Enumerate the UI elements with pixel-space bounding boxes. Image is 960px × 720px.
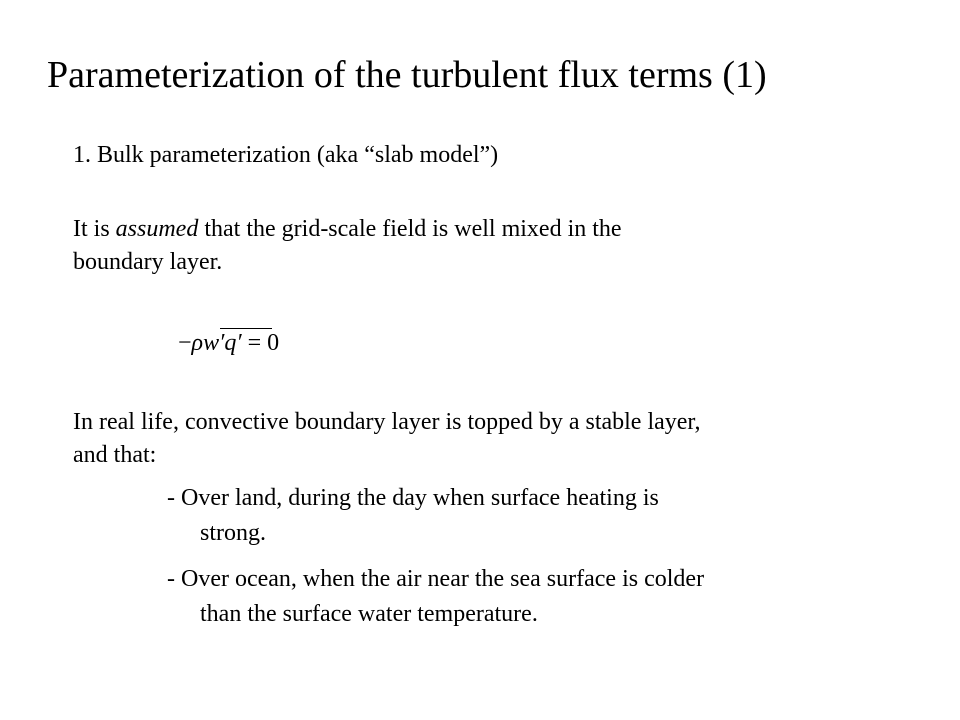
equation-text (178, 330, 279, 357)
equation-q: q′ (224, 330, 242, 356)
flux-equation (178, 320, 328, 366)
assumption-suffix: that the grid-scale field is well mixed in the (198, 216, 622, 242)
real-life-paragraph (73, 406, 700, 472)
bullet-land-line-2: strong. (200, 520, 266, 546)
section-heading: 1. Bulk parameterization (aka “slab model”) (73, 142, 499, 168)
assumption-line-1 (73, 213, 622, 246)
equation-rho: ρ (191, 330, 204, 356)
assumption-line-2: boundary layer. (73, 249, 223, 275)
bullet-land-line-1: - Over land, during the day when surface heating is (167, 485, 659, 511)
slide-title: Parameterization of the turbulent flux terms (1) (47, 54, 767, 96)
equation-w: w′ (203, 330, 225, 356)
real-life-line-1: In real life, convective boundary layer is topped by a stable layer, (73, 409, 701, 435)
real-life-line-2: and that: (73, 442, 157, 468)
assumption-paragraph (73, 213, 622, 279)
equation-minus: − (178, 330, 192, 356)
assumption-emphasis: assumed (115, 216, 199, 242)
equation-equals: = 0 (241, 330, 280, 356)
bullet-ocean-line-1: - Over ocean, when the air near the sea surface is colder (167, 566, 705, 592)
bullet-ocean-line-2: than the surface water temperature. (200, 601, 538, 627)
assumption-prefix: It is (73, 216, 116, 242)
equation-overbar (220, 328, 272, 329)
